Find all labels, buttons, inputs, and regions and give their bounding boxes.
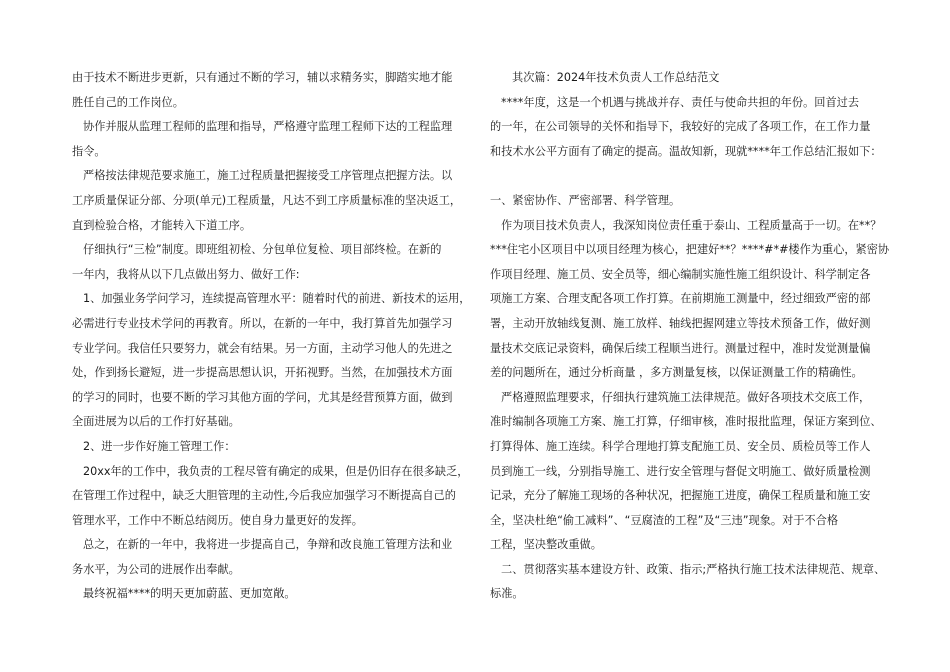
paragraph-line: 协作并服从监理工程师的监理和指导，严格遵守监理工程师下达的工程监理: [83, 120, 453, 134]
paragraph-line: 2、进一步作好施工管理工作：: [83, 439, 236, 453]
paragraph-line: 差的问题所在，通过分析商量 ，多方测量复核，以保证测量工作的精确性。: [490, 366, 863, 380]
paragraph-line: 严格按法律规范要求施工，施工过程质量把握接受工序管理点把握方法。以: [83, 169, 453, 183]
paragraph-line: 工程，坚决整改重做。: [490, 538, 602, 552]
paragraph-line: 必需进行专业技术学问的再教育。所以，在新的一年中，我打算首先加强学习: [72, 316, 453, 330]
paragraph-line: 作项目经理、施工员、安全员等，细心编制实施性施工组织设计、科学制定各: [490, 267, 871, 281]
paragraph-line: 打算得体、施工连续。科学合理地打算支配施工员、安全员、质检员等工作人: [490, 439, 871, 453]
paragraph-line: 在管理工作过程中，缺乏大胆管理的主动性,今后我应加强学习不断提高自己的: [72, 489, 456, 503]
paragraph-line: 务水平，为公司的进展作出奉献。: [72, 562, 240, 576]
paragraph-line: 署，主动开放轴线复测、施工放样、轴线把握网建立等技术预备工作，做好测: [490, 316, 871, 330]
paragraph-line: 标准。: [490, 587, 524, 601]
subsection-heading: 一、紧密协作、严密部署、科学管理。: [490, 193, 681, 207]
paragraph-line: 作为项目技术负责人，我深知岗位责任重于泰山、工程质量高于一切。在**？: [501, 218, 882, 232]
paragraph-line: 工序质量保证分部、分项(单元)工程质量，凡达不到工序质量标准的坚决返工，: [72, 193, 462, 207]
paragraph-line: 最终祝福****的明天更加蔚蓝、更加宽敞。: [83, 587, 296, 601]
paragraph-line: 20xx年的工作中，我负责的工程尽管有确定的成果，但是仍旧存在很多缺乏，: [83, 464, 469, 478]
paragraph-line: 1、加强业务学问学习，连续提高管理水平：随着时代的前进、新技术的运用，: [83, 292, 471, 306]
paragraph-line: 专业学问。我信任只要努力，就会有结果。另一方面，主动学习他人的先进之: [72, 341, 453, 355]
paragraph-line: 仔细执行“三检”制度。即班组初检、分包单位复检、项目部终检。在新的: [83, 243, 442, 257]
paragraph-line: 全面进展为以后的工作打好基础。: [72, 415, 240, 429]
paragraph-line: 处，作到扬长避短，进一步提高思想认识，开拓视野。当然，在加强技术方面: [72, 366, 453, 380]
paragraph-line: 的一年，在公司领导的关怀和指导下，我较好的完成了各项工作，在工作力量: [490, 120, 871, 134]
paragraph-line: 胜任自己的工作岗位。: [72, 95, 184, 109]
section-heading: 其次篇：2024年技术负责人工作总结范文: [512, 71, 720, 84]
paragraph-line: 指令。: [72, 144, 106, 158]
paragraph-line: ****年度，这是一个机遇与挑战并存、责任与使命共担的年份。回首过去: [501, 95, 860, 109]
paragraph-line: 一年内，我将从以下几点做出努力、做好工作:: [72, 267, 300, 281]
paragraph-line: 全，坚决杜绝“偷工减料”、“豆腐渣的工程”及“三违”现象。对于不合格: [490, 513, 839, 527]
blank-line: [490, 164, 885, 189]
paragraph-line: 总之，在新的一年中，我将进一步提高自己，争辩和改良施工管理方法和业: [83, 538, 453, 552]
paragraph-line: ***住宅小区项目中以项目经理为核心，把建好**？****#*#楼作为重心，紧密协: [490, 243, 890, 257]
paragraph-line: 直到检验合格，才能转入下道工序。: [72, 218, 252, 232]
paragraph-line: 准时编制各项施工方案、施工打算，仔细审核，准时报批监理，保证方案到位、: [490, 415, 882, 429]
left-column: [72, 66, 472, 607]
paragraph-line: 和技术水公平方面有了确定的提高。温故知新，现就****年工作总结汇报如下：: [490, 144, 882, 158]
subsection-heading: 二、贯彻落实基本建设方针、政策、指示;严格执行施工技术法律规范、规章、: [501, 562, 886, 576]
right-column: [490, 66, 890, 607]
paragraph-line: 管理水平，工作中不断总结阅历。使自身力量更好的发挥。: [72, 513, 363, 527]
paragraph-line: 由于技术不断进步更新，只有通过不断的学习，辅以求精务实，脚踏实地才能: [72, 71, 453, 84]
paragraph-line: 员到施工一线，分别指导施工、进行安全管理与督促文明施工、做好质量检测: [490, 464, 871, 478]
paragraph-line: 记录，充分了解施工现场的各种状况，把握施工进度，确保工程质量和施工安: [490, 489, 871, 503]
paragraph-line: 严格遵照监理要求，仔细执行建筑施工法律规范。做好各项技术交底工作，: [501, 390, 871, 404]
paragraph-line: 量技术交底记录资料，确保后续工程顺当进行。测量过程中，准时发觉测量偏: [490, 341, 871, 355]
paragraph-line: 项施工方案、合理支配各项工作打算。在前期施工测量中，经过细致严密的部: [490, 292, 871, 306]
paragraph-line: 的学习的同时，也要不断的学习其他方面的学问，尤其是经营预算方面，做到: [72, 390, 453, 404]
